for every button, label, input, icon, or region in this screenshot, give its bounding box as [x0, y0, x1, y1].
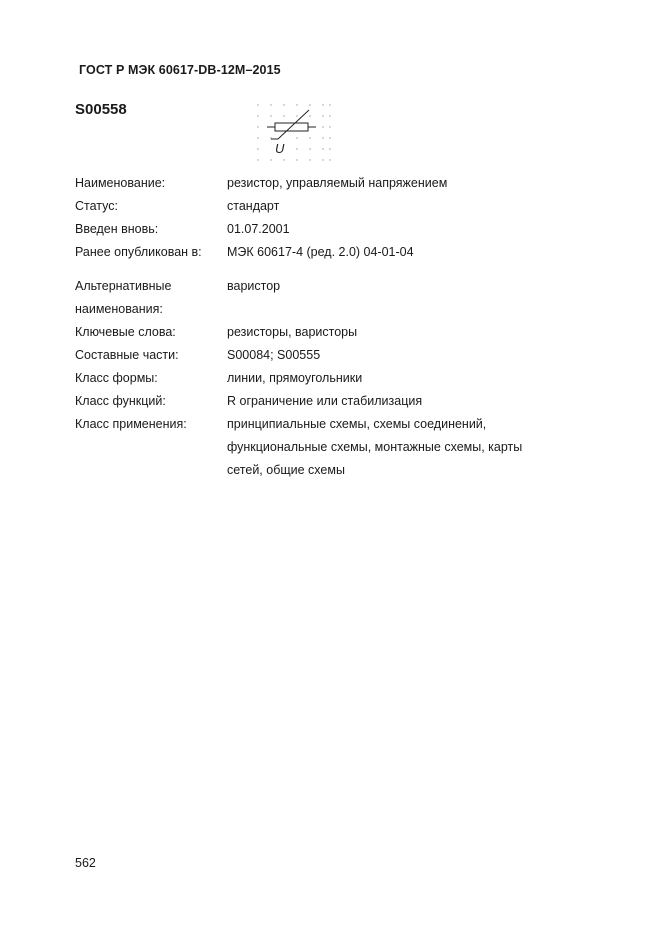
- field-row-keywords: [75, 321, 595, 344]
- field-label: Класс формы:: [75, 371, 158, 385]
- field-value: линии, прямоугольники: [227, 371, 363, 385]
- field-row-previously-published: [75, 241, 595, 264]
- field-row-shape-class: [75, 367, 595, 390]
- page-number: 562: [75, 856, 96, 870]
- field-value: S00084; S00555: [227, 348, 321, 362]
- field-label: Введен вновь:: [75, 222, 159, 236]
- field-label: Альтернативные наименования:: [75, 279, 172, 316]
- field-value: варистор: [227, 279, 281, 293]
- field-value: R ограничение или стабилизация: [227, 394, 423, 408]
- field-value: резисторы, варисторы: [227, 325, 358, 339]
- field-row-function-class: [75, 390, 595, 413]
- field-label: Статус:: [75, 199, 118, 213]
- field-row-introduced: [75, 218, 595, 241]
- field-label: Класс функций:: [75, 394, 166, 408]
- field-value: МЭК 60617-4 (ред. 2.0) 04-01-04: [227, 245, 414, 259]
- field-label: Ранее опубликован в:: [75, 245, 202, 259]
- field-row-alternative-names: [75, 275, 595, 321]
- field-label: Класс применения:: [75, 417, 187, 431]
- field-label: Составные части:: [75, 348, 179, 362]
- attributes-table: [75, 172, 595, 482]
- voltage-dependent-resistor-icon: [254, 102, 338, 166]
- voltage-label: U: [275, 141, 285, 156]
- field-label: Ключевые слова:: [75, 325, 176, 339]
- field-row-application-class: [75, 413, 595, 482]
- field-row-name: [75, 172, 595, 195]
- field-value: резистор, управляемый напряжением: [227, 176, 448, 190]
- field-label: Наименование:: [75, 176, 166, 190]
- field-value: принципиальные схемы, схемы соединений, функциональные схемы, монтажные схемы, карты сетей, общие схемы: [227, 417, 523, 477]
- field-value: стандарт: [227, 199, 280, 213]
- document-header: ГОСТ Р МЭК 60617-DB-12M–2015: [79, 63, 281, 77]
- symbol-code: S00558: [75, 101, 127, 118]
- field-value: 01.07.2001: [227, 222, 290, 236]
- field-row-components: [75, 344, 595, 367]
- field-row-status: [75, 195, 595, 218]
